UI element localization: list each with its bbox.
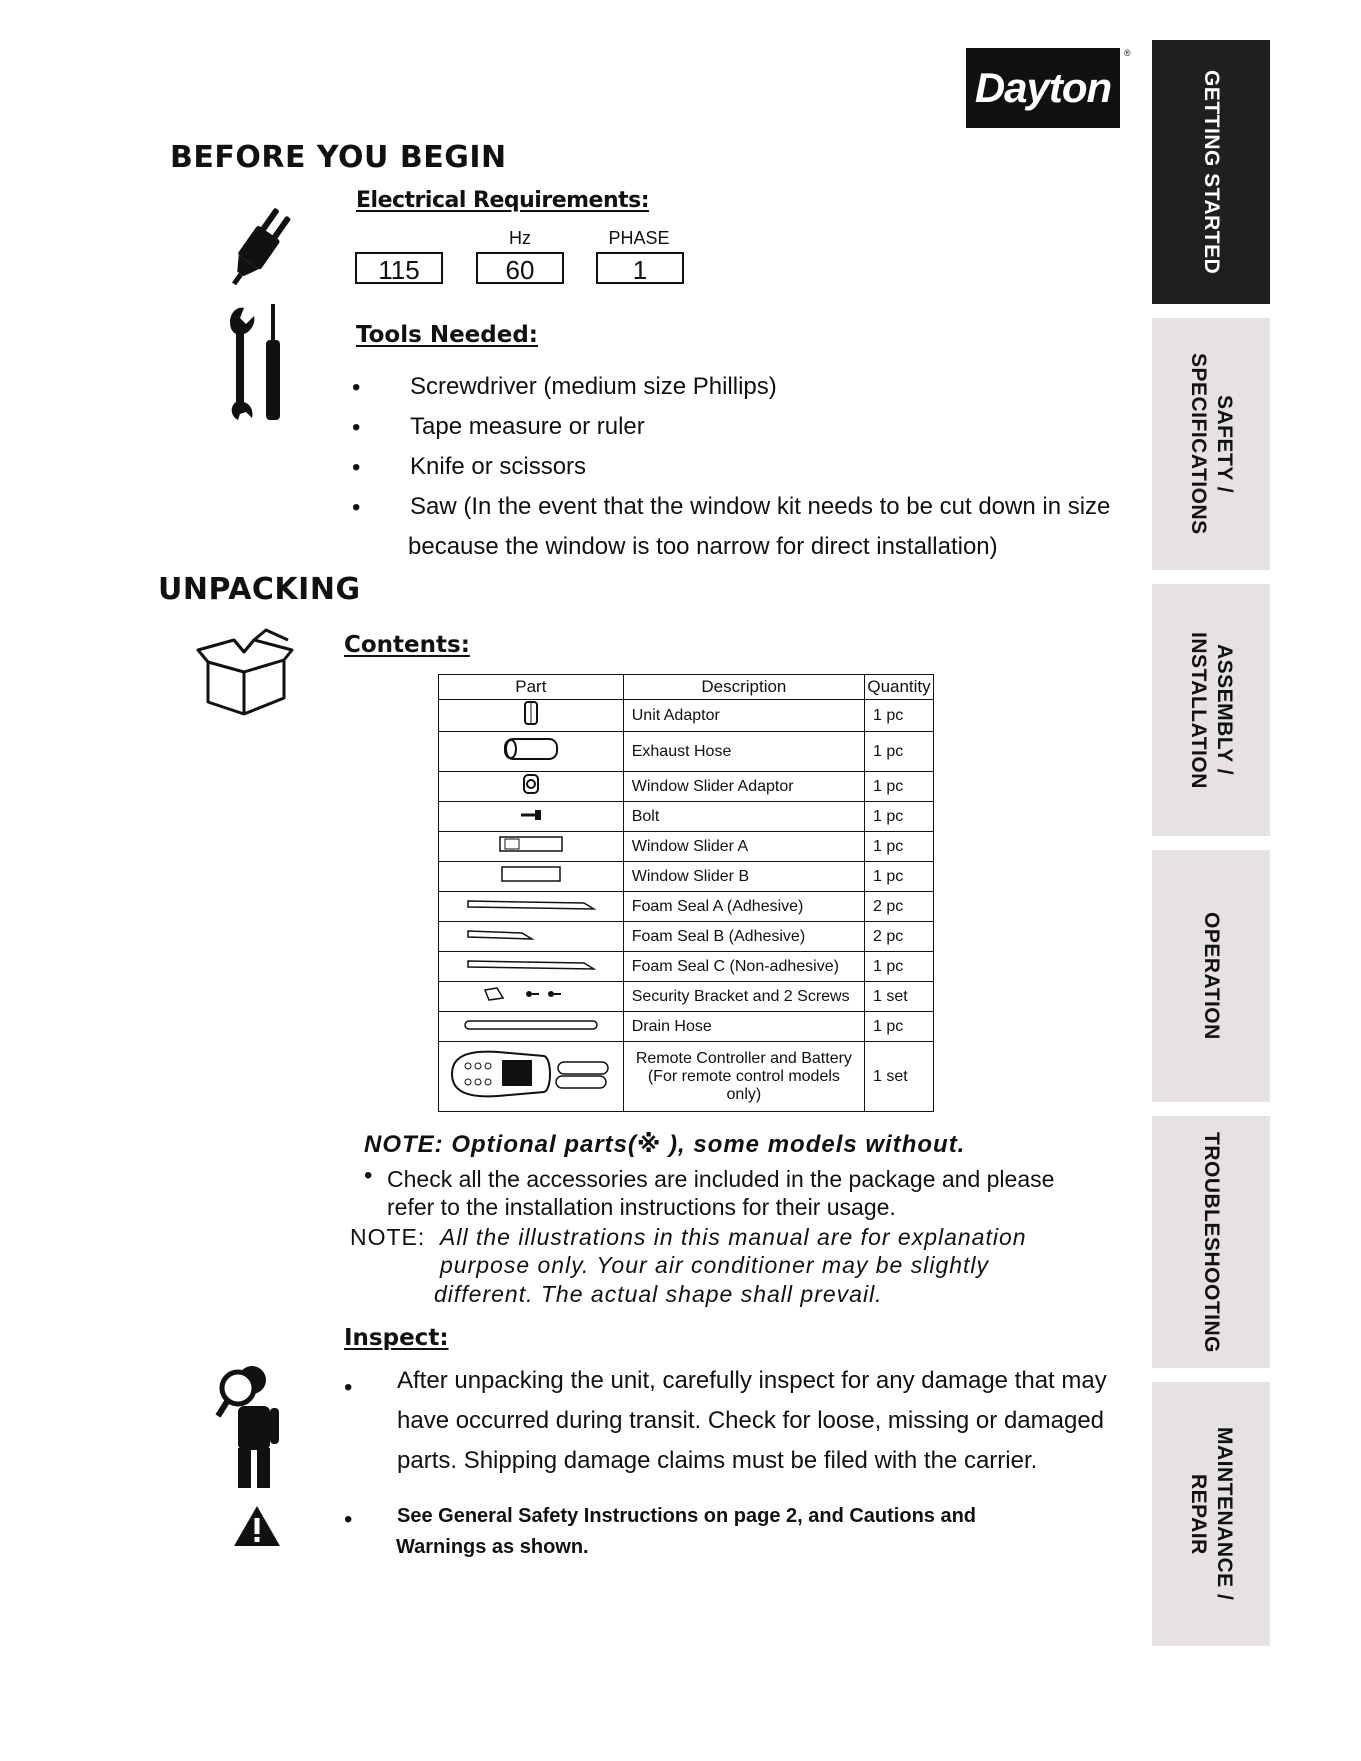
warning-icon [232,1504,282,1548]
tab-label: SAFETY / SPECIFICATIONS [1187,353,1236,535]
tab-assembly-installation[interactable] [1152,584,1270,836]
table-row [439,772,934,802]
part-description: Window Slider B [623,862,864,892]
tool-item-continued: because the window is too narrow for direct installation) [408,533,998,560]
part-description: Window Slider Adaptor [623,772,864,802]
part-description-line: Remote Controller and Battery [635,1049,852,1067]
check-accessories-line1: Check all the accessories are included in the package and please [387,1166,1055,1192]
part-description: Window Slider A [623,832,864,862]
tools-icon [224,302,288,422]
table-row [439,700,934,732]
illustration-note-line1: All the illustrations in this manual are for explanation [440,1224,1027,1250]
part-description-note: (For remote control models only) [647,1067,840,1103]
part-quantity: 2 pc [865,892,934,922]
column-header-description: Description [623,675,864,700]
illustration-note-line3: different. The actual shape shall prevail. [434,1281,883,1307]
hz-value: 60 [476,252,564,284]
part-description: Security Bracket and 2 Screws [623,982,864,1012]
bullet: • [352,494,361,521]
part-illustration [439,892,624,922]
part-illustration [439,732,624,772]
part-illustration [439,982,624,1012]
bullet: • [352,414,361,441]
tool-item: Tape measure or ruler [410,413,645,440]
illustration-note-label: NOTE: [350,1224,426,1250]
tab-label: MAINTENANCE / REPAIR [1187,1427,1236,1601]
phase-label: PHASE [608,228,670,248]
part-illustration [439,802,624,832]
tab-safety-specifications[interactable] [1152,318,1270,570]
window-slider-adaptor-icon [521,772,541,796]
part-description [623,1042,864,1112]
foam-seal-b-icon [466,927,596,941]
table-row [439,892,934,922]
inspect-text-line2: have occurred during transit. Check for loose, missing or damaged [397,1407,1105,1434]
exhaust-hose-icon [501,736,561,762]
table-row [439,982,934,1012]
tab-label: TROUBLESHOOTING [1200,1131,1223,1353]
tab-operation[interactable] [1152,850,1270,1102]
part-quantity: 1 pc [865,772,934,802]
check-accessories-line2: refer to the installation instructions for their usage. [387,1194,896,1220]
table-row [439,862,934,892]
part-illustration [439,1012,624,1042]
tool-item: Knife or scissors [410,453,587,480]
window-slider-b-icon [501,866,561,882]
bullet: • [364,1162,373,1189]
part-quantity: 1 pc [865,832,934,862]
contents-heading: Contents: [344,632,470,658]
table-row [439,922,934,952]
bolt-icon [519,809,543,821]
table-row [439,1042,934,1112]
bullet: • [344,1374,353,1401]
part-quantity: 1 pc [865,952,934,982]
part-illustration [439,862,624,892]
security-bracket-icon [481,986,581,1002]
table-row [439,802,934,832]
part-quantity: 1 pc [865,862,934,892]
unit-adaptor-icon [521,700,541,726]
contents-table [438,674,934,1112]
part-quantity: 1 pc [865,1012,934,1042]
part-quantity: 2 pc [865,922,934,952]
part-description: Drain Hose [623,1012,864,1042]
unpacking-heading: UNPACKING [158,572,361,607]
part-description: Foam Seal C (Non-adhesive) [623,952,864,982]
part-quantity: 1 pc [865,700,934,732]
foam-seal-a-icon [466,897,596,911]
part-quantity: 1 pc [865,802,934,832]
remote-controller-icon [448,1046,614,1102]
window-slider-a-icon [499,836,563,852]
column-header-part: Part [439,675,624,700]
table-row [439,952,934,982]
table-row [439,832,934,862]
before-you-begin-heading: BEFORE YOU BEGIN [170,140,507,175]
hz-label: Hz [509,228,531,248]
part-description: Bolt [623,802,864,832]
inspect-text-line1: After unpacking the unit, carefully inspect for any damage that may [397,1367,1107,1394]
tab-label: OPERATION [1200,912,1223,1040]
bullet: • [352,374,361,401]
safety-reference-line1: See General Safety Instructions on page 2, and Cautions and [397,1505,977,1527]
table-row [439,732,934,772]
voltage-value: 115 [355,252,443,284]
inspect-text-line3: parts. Shipping damage claims must be filed with the carrier. [397,1447,1038,1474]
tab-maintenance-repair[interactable] [1152,1382,1270,1646]
phase-value: 1 [596,252,684,284]
plug-icon [218,200,302,292]
part-quantity: 1 set [865,1042,934,1112]
tab-label: GETTING STARTED [1200,69,1223,275]
table-row [439,1012,934,1042]
tool-item: Screwdriver (medium size Phillips) [410,373,777,400]
electrical-requirements-heading: Electrical Requirements: [356,188,650,213]
part-illustration [439,1042,624,1112]
part-illustration [439,772,624,802]
part-illustration [439,832,624,862]
optional-parts-note: NOTE: Optional parts(※ ), some models without. [364,1131,966,1158]
registered-mark: ® [1124,48,1131,58]
drain-hose-icon [461,1019,601,1031]
part-illustration [439,700,624,732]
dayton-logo: Dayton [966,48,1120,128]
bullet: • [344,1506,353,1533]
part-description: Foam Seal B (Adhesive) [623,922,864,952]
tab-troubleshooting[interactable] [1152,1116,1270,1368]
bullet: • [352,454,361,481]
part-description: Exhaust Hose [623,732,864,772]
part-illustration [439,922,624,952]
table-header-row [439,675,934,700]
box-icon [196,628,296,716]
inspector-icon [214,1360,286,1490]
tab-label: ASSEMBLY / INSTALLATION [1187,631,1236,789]
tab-getting-started[interactable] [1152,40,1270,304]
safety-reference-line2: Warnings as shown. [396,1536,589,1558]
illustration-note-line2: purpose only. Your air conditioner may be slightly [440,1252,990,1278]
part-quantity: 1 set [865,982,934,1012]
tools-needed-heading: Tools Needed: [356,322,538,348]
part-description: Unit Adaptor [623,700,864,732]
column-header-quantity: Quantity [865,675,934,700]
part-description: Foam Seal A (Adhesive) [623,892,864,922]
tool-item: Saw (In the event that the window kit needs to be cut down in size [410,493,1111,520]
foam-seal-c-icon [466,957,596,971]
part-illustration [439,952,624,982]
inspect-heading: Inspect: [344,1325,449,1351]
part-quantity: 1 pc [865,732,934,772]
